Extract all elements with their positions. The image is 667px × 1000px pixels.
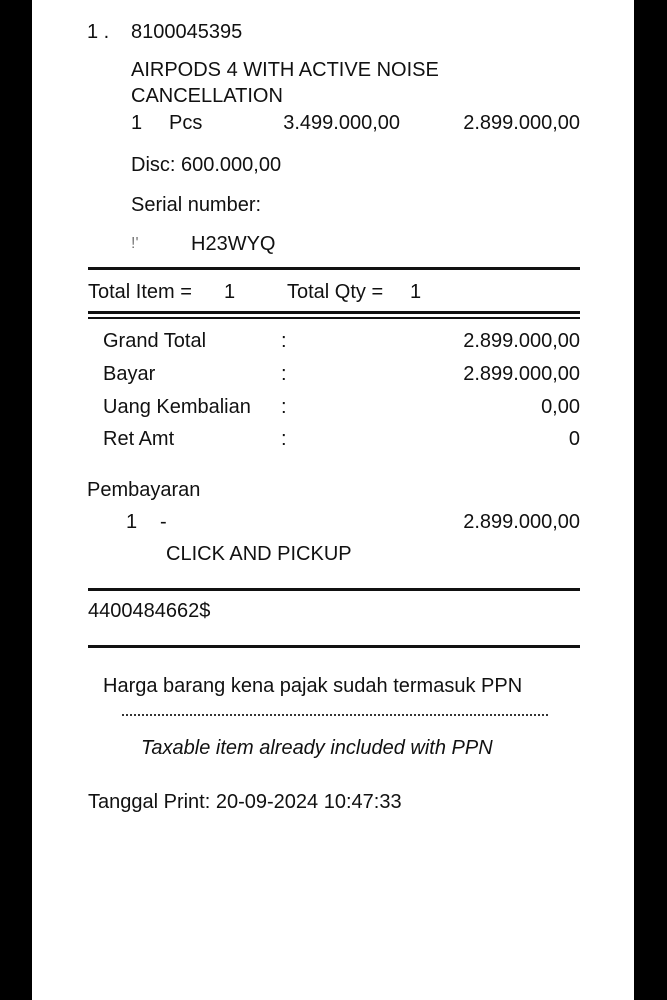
print-date: Tanggal Print: 20-09-2024 10:47:33 — [88, 791, 402, 813]
total-qty-value: 1 — [410, 281, 422, 303]
summary-sep: : — [281, 428, 287, 450]
divider-payment — [88, 588, 580, 591]
item-discount: Disc: 600.000,00 — [131, 154, 282, 176]
reference-number: 4400484662$ — [88, 600, 211, 622]
summary-value-kembalian: 0,00 — [541, 396, 580, 418]
payment-index: 1 — [126, 511, 138, 533]
payment-method: CLICK AND PICKUP — [166, 543, 352, 565]
summary-sep: : — [281, 330, 287, 352]
dotted-separator — [122, 714, 548, 716]
item-name-line2: CANCELLATION — [131, 85, 283, 107]
item-line-total: 2.899.000,00 — [463, 112, 580, 134]
item-unit-price: 3.499.000,00 — [283, 112, 400, 134]
serial-value-prefix: !' — [131, 235, 139, 252]
payment-heading: Pembayaran — [87, 479, 201, 501]
summary-label-grand-total: Grand Total — [103, 330, 207, 352]
summary-label-kembalian: Uang Kembalian — [103, 396, 251, 418]
summary-value-ret-amt: 0 — [568, 428, 580, 450]
summary-label-ret-amt: Ret Amt — [103, 428, 175, 450]
payment-amount: 2.899.000,00 — [463, 511, 580, 533]
payment-dash: - — [160, 511, 167, 533]
item-unit: Pcs — [169, 112, 203, 134]
tax-note-english: Taxable item already included with PPN — [141, 737, 493, 759]
item-name-line1: AIRPODS 4 WITH ACTIVE NOISE — [131, 59, 439, 81]
item-qty: 1 — [131, 112, 143, 134]
total-qty-label: Total Qty = — [287, 281, 384, 303]
serial-label: Serial number: — [131, 194, 262, 216]
summary-label-bayar: Bayar — [103, 363, 156, 385]
summary-sep: : — [281, 396, 287, 418]
item-code: 8100045395 — [131, 21, 243, 43]
double-divider-lower — [88, 317, 580, 319]
summary-value-bayar: 2.899.000,00 — [463, 363, 580, 385]
total-item-label: Total Item = — [88, 281, 192, 303]
divider-reference — [88, 645, 580, 648]
double-divider-upper — [88, 311, 580, 314]
item-number: 1 . — [87, 21, 110, 43]
serial-value-suffix: H23WYQ — [191, 233, 276, 255]
summary-value-grand-total: 2.899.000,00 — [463, 330, 580, 352]
divider-top — [88, 267, 580, 270]
total-item-value: 1 — [224, 281, 236, 303]
summary-sep: : — [281, 363, 287, 385]
tax-note-indonesian: Harga barang kena pajak sudah termasuk PPN — [103, 675, 523, 697]
